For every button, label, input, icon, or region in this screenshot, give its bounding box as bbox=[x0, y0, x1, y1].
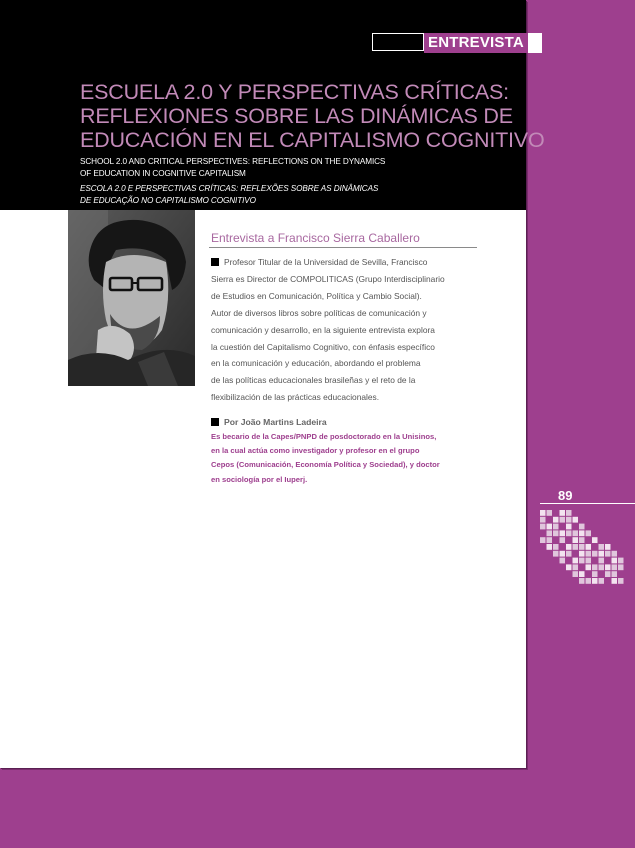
bio-line: en la comunicación y educación, abordando el problema bbox=[211, 358, 421, 369]
mosaic-tile bbox=[579, 544, 585, 550]
bullet-square-icon bbox=[211, 418, 219, 426]
mosaic-tile bbox=[618, 558, 624, 564]
bio-line-text: Profesor Titular de la Universidad de Sevilla, Francisco bbox=[224, 257, 428, 267]
mosaic-tile bbox=[586, 551, 592, 557]
mosaic-tile bbox=[592, 551, 598, 557]
mosaic-tile bbox=[540, 510, 546, 516]
mosaic-tile bbox=[612, 571, 618, 577]
mosaic-tile bbox=[599, 551, 605, 557]
mosaic-tile bbox=[560, 558, 566, 564]
heading-rule bbox=[209, 247, 477, 248]
mosaic-tile bbox=[579, 524, 585, 530]
mosaic-tile bbox=[560, 510, 566, 516]
mosaic-tile bbox=[586, 558, 592, 564]
mosaic-tile bbox=[612, 558, 618, 564]
mosaic-tile bbox=[573, 564, 579, 570]
author-bio-line: Es becario de la Capes/PNPD de posdoctorado en la Unisinos, bbox=[211, 432, 437, 441]
mosaic-tile bbox=[579, 558, 585, 564]
title-line: EDUCACIÓN EN EL CAPITALISMO COGNITIVO bbox=[80, 128, 545, 152]
mosaic-tile bbox=[566, 551, 572, 557]
page-number: 89 bbox=[558, 488, 573, 503]
mosaic-tile bbox=[573, 558, 579, 564]
mosaic-tile bbox=[586, 530, 592, 536]
mosaic-tile bbox=[553, 517, 559, 523]
mosaic-tile bbox=[573, 571, 579, 577]
author-byline bbox=[211, 417, 327, 427]
mosaic-tile bbox=[553, 544, 559, 550]
mosaic-tile bbox=[599, 544, 605, 550]
section-tag-box bbox=[372, 33, 424, 51]
mosaic-tile bbox=[586, 578, 592, 584]
mosaic-tile bbox=[579, 537, 585, 543]
mosaic-tile bbox=[579, 551, 585, 557]
mosaic-tile bbox=[553, 551, 559, 557]
mosaic-tile bbox=[553, 524, 559, 530]
mosaic-tile bbox=[573, 537, 579, 543]
mosaic-tile bbox=[586, 544, 592, 550]
mosaic-tile bbox=[560, 551, 566, 557]
mosaic-tile bbox=[547, 537, 553, 543]
mosaic-tile bbox=[579, 578, 585, 584]
mosaic-tile bbox=[605, 564, 611, 570]
mosaic-tile bbox=[573, 530, 579, 536]
mosaic-tile bbox=[579, 571, 585, 577]
subtitle-english-line: SCHOOL 2.0 AND CRITICAL PERSPECTIVES: REFLECTIONS ON THE DYNAMICS bbox=[80, 157, 386, 166]
bio-line: comunicación y desarrollo, en la siguiente entrevista explora bbox=[211, 324, 435, 335]
mosaic-tile bbox=[605, 544, 611, 550]
author-bio-line: en la cual actúa como investigador y profesor en el grupo bbox=[211, 446, 420, 456]
subtitle-portuguese bbox=[80, 183, 480, 207]
mosaic-tile bbox=[586, 564, 592, 570]
mosaic-tile bbox=[547, 510, 553, 516]
author-byline-text: Por João Martins Ladeira bbox=[224, 417, 327, 427]
bio-line: de las políticas educacionales brasileñas y el reto de la bbox=[211, 375, 416, 386]
title-line: ESCUELA 2.0 Y PERSPECTIVAS CRÍTICAS: bbox=[80, 80, 509, 104]
mosaic-tile bbox=[566, 544, 572, 550]
mosaic-tile bbox=[599, 558, 605, 564]
section-tag-end bbox=[528, 33, 542, 53]
author-bio-line: en sociología por el Iuperj. bbox=[211, 474, 308, 484]
subtitle-portuguese-line: ESCOLA 2.0 E PERSPECTIVAS CRÍTICAS: REFLEXÕES SOBRE AS DINÂMICAS bbox=[80, 184, 379, 193]
mosaic-tile bbox=[612, 551, 618, 557]
mosaic-tile bbox=[592, 578, 598, 584]
title-line: REFLEXIONES SOBRE LAS DINÁMICAS DE bbox=[80, 104, 513, 128]
mosaic-tile bbox=[540, 524, 546, 530]
mosaic-tile bbox=[612, 564, 618, 570]
mosaic-tile bbox=[599, 564, 605, 570]
mosaic-tile bbox=[592, 537, 598, 543]
page-number-rule bbox=[540, 503, 635, 504]
bio-line: Autor de diversos libros sobre políticas de comunicación y bbox=[211, 307, 427, 318]
article-title bbox=[80, 80, 545, 152]
mosaic-tile bbox=[560, 537, 566, 543]
mosaic-tile bbox=[566, 524, 572, 530]
interviewee-heading: Entrevista a Francisco Sierra Caballero bbox=[211, 231, 420, 245]
mosaic-tile bbox=[566, 564, 572, 570]
bio-line bbox=[211, 254, 466, 271]
mosaic-tile bbox=[605, 571, 611, 577]
header-block bbox=[0, 0, 545, 210]
mosaic-tile bbox=[605, 551, 611, 557]
subtitle-english-line: OF EDUCATION IN COGNITIVE CAPITALISM bbox=[80, 169, 246, 178]
mosaic-tile bbox=[573, 517, 579, 523]
mosaic-tile bbox=[618, 578, 624, 584]
mosaic-tile bbox=[553, 530, 559, 536]
subtitle-portuguese-line: DE EDUCAÇÃO NO CAPITALISMO COGNITIVO bbox=[80, 196, 256, 205]
mosaic-tile bbox=[592, 564, 598, 570]
interviewee-bio bbox=[211, 254, 466, 406]
interviewee-photo bbox=[68, 210, 195, 386]
bio-line: de Estudios en Comunicación, Política y Cambio Social). bbox=[211, 290, 422, 301]
decorative-mosaic-icon bbox=[540, 510, 626, 586]
section-tag: ENTREVISTA bbox=[424, 33, 528, 53]
mosaic-tile bbox=[560, 517, 566, 523]
mosaic-tile bbox=[579, 530, 585, 536]
mosaic-tile bbox=[566, 510, 572, 516]
portrait-illustration bbox=[68, 210, 195, 386]
mosaic-tile bbox=[618, 564, 624, 570]
mosaic-tile bbox=[540, 537, 546, 543]
mosaic-tile bbox=[592, 571, 598, 577]
mosaic-tile bbox=[560, 530, 566, 536]
author-bio bbox=[211, 430, 471, 487]
bullet-square-icon bbox=[211, 258, 219, 266]
mosaic-tile bbox=[566, 517, 572, 523]
bio-line: Sierra es Director de COMPOLITICAS (Grupo Interdisciplinario bbox=[211, 273, 445, 284]
mosaic-tile bbox=[540, 517, 546, 523]
author-bio-line: Cepos (Comunicación, Economía Política y Sociedad), y doctor bbox=[211, 460, 440, 470]
mosaic-tile bbox=[573, 544, 579, 550]
mosaic-tile bbox=[599, 578, 605, 584]
mosaic-tile bbox=[547, 530, 553, 536]
bio-line: flexibilización de las prácticas educacionales. bbox=[211, 392, 380, 403]
mosaic-tile bbox=[547, 544, 553, 550]
subtitle-english bbox=[80, 156, 480, 180]
mosaic-tile bbox=[547, 524, 553, 530]
mosaic-tile bbox=[566, 530, 572, 536]
bio-line: la cuestión del Capitalismo Cognitivo, con énfasis específico bbox=[211, 341, 435, 352]
mosaic-tile bbox=[612, 578, 618, 584]
